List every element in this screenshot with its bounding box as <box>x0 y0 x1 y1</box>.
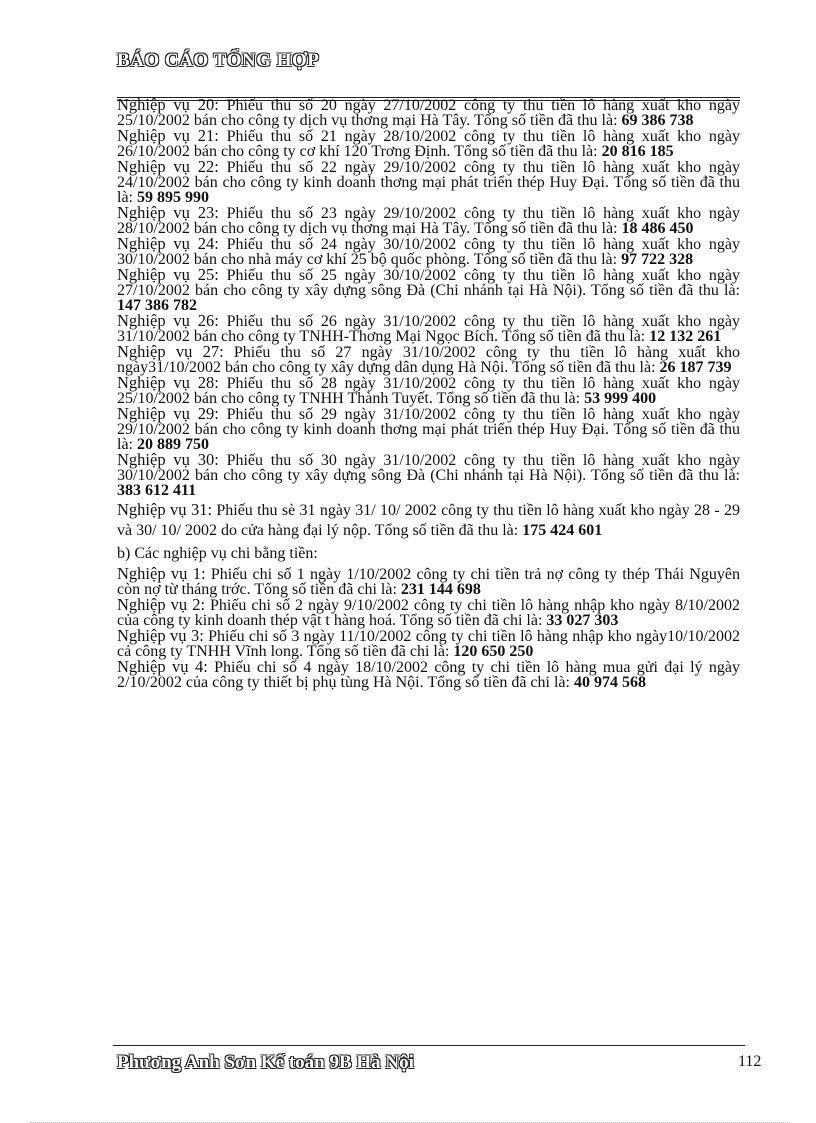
entry-text: Phiếu thu số 24 ngày 30/10/2002 công ty thu tiền lô hàng xuất kho ngày 30/10/2002 bán cho nhà máy cơ khí 25 bộ quốc phòng. Tổng số tiền đã thu là: <box>117 236 740 268</box>
entry-amount: 383 612 411 <box>117 482 197 499</box>
entry-amount: 26 187 739 <box>659 359 732 376</box>
receipt-entry <box>117 267 740 313</box>
entry-text: Phiếu thu số 22 ngày 29/10/2002 công ty thu tiền lô hàng xuất kho ngày 24/10/2002 bán cho công ty kinh doanh thơng mại phát triển thép Huy Đại. Tổng số tiền đã thu là: <box>117 159 740 206</box>
entry-amount: 147 386 782 <box>117 297 197 314</box>
receipt-entry <box>117 375 740 406</box>
entry-text: Phiếu chi số 4 ngày 18/10/2002 công ty chi tiền lô hàng mua gửi đại lý ngày 2/10/2002 của công ty thiết bị phụ tùng Hà Nội. Tổng số tiền đã chi là: <box>117 659 740 691</box>
receipt-entry <box>117 406 740 452</box>
document-body <box>117 97 740 690</box>
entry-label: Nghiệp vụ 21: <box>117 126 219 145</box>
entry-text: Phiếu thu số 23 ngày 29/10/2002 công ty thu tiền lô hàng xuất kho ngày 28/10/2002 bán cho công ty dịch vụ thơng mại Hà Tây. Tổng số tiền đã thu là: <box>117 205 740 237</box>
receipt-entry <box>117 128 740 159</box>
entry-label: Nghiệp vụ 25: <box>117 265 219 284</box>
footer-author: Phương Anh Sơn Kế toán 9B Hà Nội <box>117 1052 414 1073</box>
entry-label: Nghiệp vụ 4: <box>117 657 208 676</box>
entry-amount: 59 895 990 <box>137 189 209 206</box>
receipt-entry <box>117 313 740 344</box>
payment-entry <box>117 597 740 628</box>
payment-entry <box>117 659 740 690</box>
entry-amount: 69 386 738 <box>621 112 694 129</box>
entry-label: Nghiệp vụ 28: <box>117 373 219 392</box>
entry-amount: 97 722 328 <box>621 251 694 268</box>
entry-label: Nghiệp vụ 30: <box>117 450 219 469</box>
page-number: 112 <box>738 1053 762 1070</box>
entry-label: Nghiệp vụ 3: <box>117 626 204 645</box>
receipt-entry <box>117 159 740 205</box>
entry-text: Phiếu thu số 29 ngày 31/10/2002 công ty thu tiền lô hàng xuất kho ngày 29/10/2002 bán cho công ty kinh doanh thơng mại phát triển thép Huy Đại. Tổng số tiền đã thu là: <box>117 406 740 453</box>
receipt-entry <box>117 205 740 236</box>
entry-amount: 20 889 750 <box>137 436 209 453</box>
entry-text: Phiếu thu số 21 ngày 28/10/2002 công ty thu tiền lô hàng xuất kho ngày 26/10/2002 bán cho công ty cơ khí 120 Trơng Định. Tổng số tiền đã thu là: <box>117 128 740 160</box>
entry-label: Nghiệp vụ 29: <box>117 404 219 423</box>
footer-divider <box>113 1045 745 1046</box>
entry-amount: 120 650 250 <box>453 643 534 660</box>
entry-amount: 33 027 303 <box>546 612 619 629</box>
entry-label: Nghiệp vụ 20: <box>117 95 219 114</box>
entry-text: Phiếu thu số 28 ngày 31/10/2002 công ty thu tiền lô hàng xuất kho ngày 25/10/2002 bán cho công ty TNHH Thành Tuyết. Tổng số tiền đã thu là: <box>117 375 740 407</box>
entry-label: Nghiệp vụ 1: <box>117 564 206 583</box>
entry-text: Phiếu thu số 26 ngày 31/10/2002 công ty thu tiền lô hàng xuất kho ngày 31/10/2002 bán cho công ty TNHH-Thơng Mại Ngọc Bích. Tổng số tiền đã thu là: <box>117 313 740 345</box>
receipt-entry <box>117 452 740 498</box>
entry-text: Phiếu thu số 25 ngày 30/10/2002 công ty thu tiền lô hàng xuất kho ngày 27/10/2002 bán cho công ty xây dựng sông Đà (Chi nhánh tại Hà Nội). Tổng số tiền đã thu là: <box>117 267 740 299</box>
entry-amount: 175 424 601 <box>522 522 603 539</box>
entry-amount: 40 974 568 <box>573 674 646 691</box>
entry-label: Nghiệp vụ 26: <box>117 311 219 330</box>
entry-text: Phiếu thu số 20 ngày 27/10/2002 công ty thu tiền lô hàng xuất kho ngày 25/10/2002 bán cho công ty dịch vụ thơng mại Hà Tây. Tổng số tiền đã thu là: <box>117 97 740 129</box>
section-heading: b) Các nghiệp vụ chi bằng tiền: <box>117 545 318 562</box>
entry-amount: 20 816 185 <box>601 143 674 160</box>
report-title: BÁO CÁO TỔNG HỢP <box>117 50 320 71</box>
entry-label: Nghiệp vụ 23: <box>117 203 219 222</box>
entry-amount: 12 132 261 <box>649 328 722 345</box>
entry-amount: 18 486 450 <box>621 220 694 237</box>
payment-entry <box>117 628 740 659</box>
receipt-entry <box>117 97 740 128</box>
entry-label: Nghiệp vụ 2: <box>117 595 206 614</box>
entry-text: Phiếu chi số 2 ngày 9/10/2002 công ty chi tiền lô hàng nhập kho ngày 8/10/2002 của công ty kinh doanh thép vật t hàng hoá. Tổng số tiền đã chi là: <box>117 597 740 629</box>
receipt-entry <box>117 236 740 267</box>
payment-entry <box>117 566 740 597</box>
receipt-entry <box>117 344 740 375</box>
entry-text: Phiếu thu sè 31 ngày 31/ 10/ 2002 công ty thu tiền lô hàng xuất kho ngày 28 - 29 và 30/ 10/ 2002 do cửa hàng đại lý nộp. Tổng số tiền đã thu là: <box>117 502 741 539</box>
entry-label: Nghiệp vụ 24: <box>117 234 219 253</box>
receipt-entry <box>117 500 740 541</box>
entry-text: Phiếu thu số 27 ngày 31/10/2002 công ty thu tiền lô hàng xuất kho ngày31/10/2002 bán cho công ty xây dựng dân dụng Hà Nội. Tổng số tiền đã thu là: <box>117 344 740 376</box>
entry-amount: 53 999 400 <box>584 390 657 407</box>
entry-amount: 231 144 698 <box>400 581 481 598</box>
entry-text: Phiếu chi số 3 ngày 11/10/2002 công ty chi tiền lô hàng nhập kho ngày10/10/2002 cả công ty TNHH Vĩnh long. Tổng số tiền đã chi là: <box>117 628 740 660</box>
entry-label: Nghiệp vụ 22: <box>117 157 219 176</box>
entry-text: Phiếu chi số 1 ngày 1/10/2002 công ty chi tiền trả nợ công ty thép Thái Nguyên còn nợ từ tháng trớc. Tổng số tiền đã chi là: <box>117 566 740 598</box>
entry-text: Phiếu thu số 30 ngày 31/10/2002 công ty thu tiền lô hàng xuất kho ngày 30/10/2002 bán cho công ty xây dựng sông Đà (Chi nhánh tại Hà Nội). Tổng số tiền đã thu là: <box>117 452 740 484</box>
entry-label: Nghiệp vụ 31: <box>117 500 213 519</box>
entry-label: Nghiệp vụ 27: <box>117 342 224 361</box>
